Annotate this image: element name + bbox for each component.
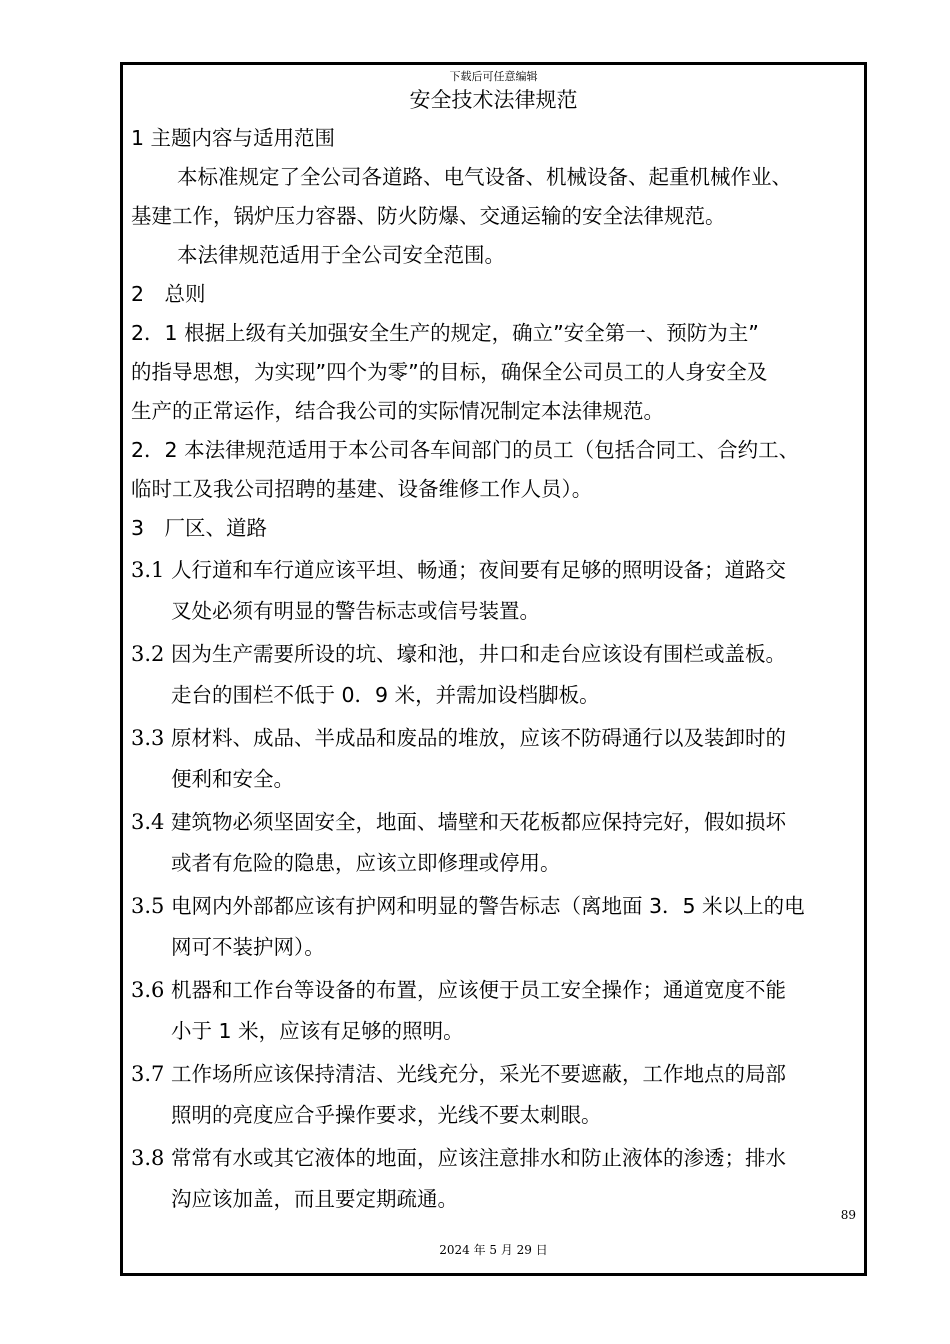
clause-text <box>171 718 864 800</box>
clause-2-1-line: 生产的正常运作，结合我公司的实际情况制定本法律规范。 <box>131 399 664 423</box>
clause-text <box>171 634 864 716</box>
section-3-heading: 3 厂区、道路 <box>131 516 268 540</box>
clause-2-1-line: 的指导思想，为实现”四个为零”的目标，确保全公司员工的人身安全及 <box>131 360 768 384</box>
clause-number: 3.1 <box>131 558 165 582</box>
clause-line: 人行道和车行道应该平坦、畅通；夜间要有足够的照明设备；道路交 <box>171 558 786 582</box>
clause-text <box>171 1054 864 1136</box>
clause-line: 走台的围栏不低于 0．9 米，并需加设档脚板。 <box>171 683 600 707</box>
clause-number: 3.2 <box>131 642 165 666</box>
clause-number: 3.5 <box>131 894 165 918</box>
clause-line: 电网内外部都应该有护网和明显的警告标志（离地面 3．5 米以上的电 <box>171 894 805 918</box>
clause-3-5 <box>131 886 864 968</box>
clause-line: 原材料、成品、半成品和废品的堆放，应该不防碍通行以及装卸时的 <box>171 726 786 750</box>
document-body <box>131 119 864 1220</box>
clause-line: 照明的亮度应合乎操作要求，光线不要太刺眼。 <box>171 1103 602 1127</box>
clause-number: 3.8 <box>131 1146 165 1170</box>
clause-text <box>171 550 864 632</box>
clause-text <box>171 802 864 884</box>
clause-3-7 <box>131 1054 864 1136</box>
clause-number: 3.3 <box>131 726 165 750</box>
clause-3-6 <box>131 970 864 1052</box>
clause-3-2 <box>131 634 864 716</box>
clause-line: 小于 1 米，应该有足够的照明。 <box>171 1019 464 1043</box>
clause-2-2-line: 2．2 本法律规范适用于本公司各车间部门的员工（包括合同工、合约工、 <box>131 438 800 462</box>
clause-line: 沟应该加盖，而且要定期疏通。 <box>171 1187 458 1211</box>
clause-3-1 <box>131 550 864 632</box>
section-1-paragraph-line: 基建工作，锅炉压力容器、防火防爆、交通运输的安全法律规范。 <box>131 204 726 228</box>
clause-2-2-line: 临时工及我公司招聘的基建、设备维修工作人员）。 <box>131 477 593 501</box>
page-date: 2024 年 5 月 29 日 <box>439 1243 548 1257</box>
section-2-heading: 2 总则 <box>131 282 206 306</box>
clause-number: 3.4 <box>131 810 165 834</box>
clause-line: 因为生产需要所设的坑、壕和池，井口和走台应该设有围栏或盖板。 <box>171 642 786 666</box>
clause-3-3 <box>131 718 864 800</box>
clause-line: 常常有水或其它液体的地面，应该注意排水和防止液体的渗透；排水 <box>171 1146 786 1170</box>
section-1-heading: 1 主题内容与适用范围 <box>131 126 336 150</box>
clause-line: 便利和安全。 <box>171 767 294 791</box>
clause-3-4 <box>131 802 864 884</box>
download-note: 下载后可任意编辑 <box>449 70 538 83</box>
clause-line: 工作场所应该保持清洁、光线充分，采光不要遮蔽，工作地点的局部 <box>171 1062 786 1086</box>
clause-number: 3.6 <box>131 978 165 1002</box>
page-frame <box>120 62 867 1276</box>
clause-text <box>171 886 864 968</box>
section-1-paragraph-line: 本标准规定了全公司各道路、电气设备、机械设备、起重机械作业、 <box>177 165 792 189</box>
section-1-scope-paragraph: 本法律规范适用于全公司安全范围。 <box>177 243 505 267</box>
clause-text <box>171 970 864 1052</box>
clause-number: 3.7 <box>131 1062 165 1086</box>
clause-line: 网可不装护网）。 <box>171 935 325 959</box>
clause-text <box>171 1138 864 1220</box>
clause-2-1-line: 2．1 根据上级有关加强安全生产的规定，确立”安全第一、预防为主” <box>131 321 759 345</box>
clause-line: 叉处必须有明显的警告标志或信号装置。 <box>171 599 540 623</box>
page-number: 89 <box>840 1208 856 1222</box>
clause-3-8 <box>131 1138 864 1220</box>
clause-line: 机器和工作台等设备的布置，应该便于员工安全操作；通道宽度不能 <box>171 978 786 1002</box>
clause-line: 或者有危险的隐患，应该立即修理或停用。 <box>171 851 561 875</box>
clause-line: 建筑物必须坚固安全，地面、墙壁和天花板都应保持完好，假如损坏 <box>171 810 786 834</box>
document-title: 安全技术法律规范 <box>409 88 578 112</box>
